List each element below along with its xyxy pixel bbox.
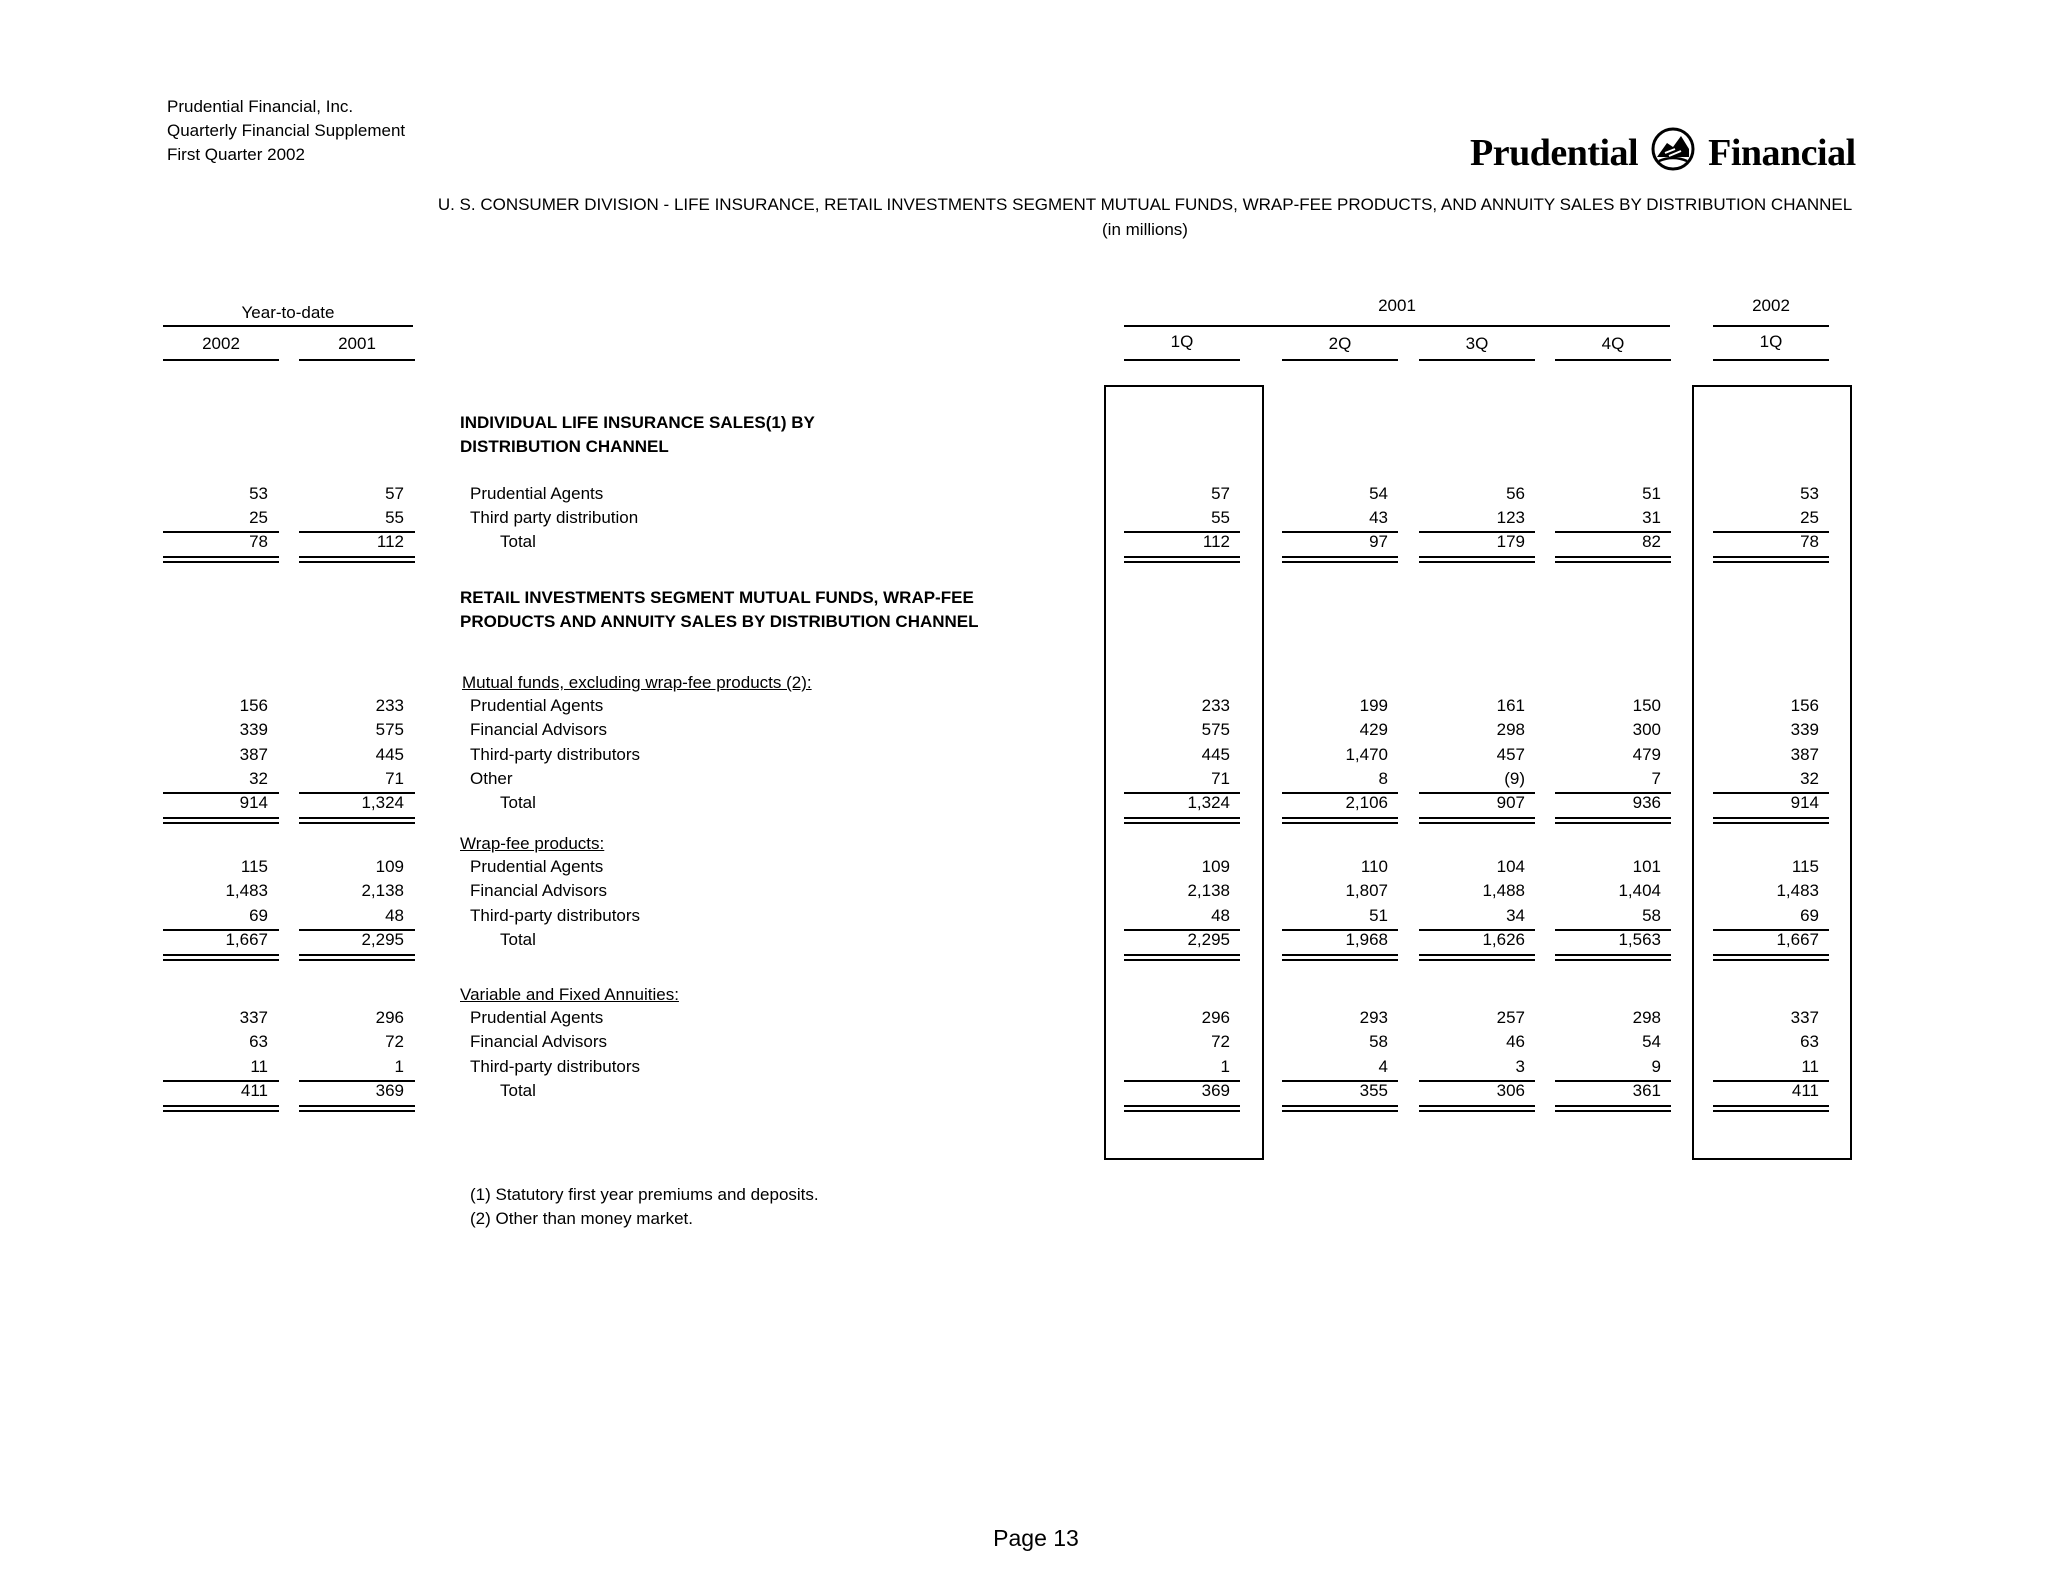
col-2q-2001: 2Q xyxy=(1328,334,1352,353)
subsection-annuities: Variable and Fixed Annuities: xyxy=(460,985,679,1004)
row-label: Third-party distributors xyxy=(470,906,641,925)
table-cell: 339 xyxy=(1790,720,1819,739)
table-cell: 2,138 xyxy=(1187,881,1230,900)
table-cell: 1,470 xyxy=(1345,745,1388,764)
total-double-rule xyxy=(163,556,279,563)
rock-of-gibraltar-icon xyxy=(1651,127,1695,181)
table-cell: 914 xyxy=(239,793,268,812)
table-cell: 300 xyxy=(1632,720,1661,739)
report-name: Quarterly Financial Supplement xyxy=(167,121,406,140)
table-cell: 369 xyxy=(375,1081,404,1100)
row-label: Third party distribution xyxy=(470,508,639,527)
row-label: Total xyxy=(500,532,536,551)
total-double-rule xyxy=(299,954,415,961)
report-period: First Quarter 2002 xyxy=(167,145,305,164)
table-cell: 115 xyxy=(1791,857,1819,876)
table-cell: 1,324 xyxy=(361,793,404,812)
total-double-rule xyxy=(1282,1105,1398,1112)
total-double-rule xyxy=(1282,954,1398,961)
row-label: Total xyxy=(500,793,536,812)
col-1q-2002: 1Q xyxy=(1759,332,1783,351)
year-2002-rule xyxy=(1713,325,1829,327)
table-cell: 1,483 xyxy=(1776,881,1819,900)
table-cell: 445 xyxy=(375,745,404,764)
table-cell: 479 xyxy=(1632,745,1661,764)
table-cell: 11 xyxy=(250,1057,268,1076)
table-cell: 56 xyxy=(1506,484,1525,503)
table-cell: 110 xyxy=(1360,857,1388,876)
row-label: Total xyxy=(500,930,536,949)
table-cell: 411 xyxy=(240,1081,268,1100)
table-cell: 78 xyxy=(249,532,268,551)
section-life-heading-2: DISTRIBUTION CHANNEL xyxy=(460,437,669,456)
table-cell: 429 xyxy=(1359,720,1388,739)
col-1q-2001: 1Q xyxy=(1170,332,1194,351)
table-cell: 199 xyxy=(1359,696,1388,715)
total-double-rule xyxy=(1713,954,1829,961)
table-cell: 63 xyxy=(249,1032,268,1051)
table-cell: 1,483 xyxy=(225,881,268,900)
table-cell: 55 xyxy=(1211,508,1230,527)
table-cell: 361 xyxy=(1632,1081,1661,1100)
table-cell: 411 xyxy=(1791,1081,1819,1100)
company-name: Prudential Financial, Inc. xyxy=(167,97,354,116)
table-cell: 53 xyxy=(249,484,268,503)
table-cell: 72 xyxy=(385,1032,404,1051)
col-rule xyxy=(1124,359,1240,361)
table-cell: 53 xyxy=(1800,484,1819,503)
total-double-rule xyxy=(299,556,415,563)
table-cell: 4 xyxy=(1378,1057,1388,1076)
table-cell: 1,488 xyxy=(1482,881,1525,900)
total-double-rule xyxy=(1555,1105,1671,1112)
table-cell: 914 xyxy=(1790,793,1819,812)
table-cell: 1,807 xyxy=(1345,881,1388,900)
col-rule xyxy=(1282,359,1398,361)
table-cell: 296 xyxy=(375,1008,404,1027)
table-cell: 25 xyxy=(1800,508,1819,527)
col-rule xyxy=(163,359,279,361)
ytd-header-rule xyxy=(163,325,413,327)
section-retail-heading-1: RETAIL INVESTMENTS SEGMENT MUTUAL FUNDS, WRAP-FEE xyxy=(460,588,974,607)
table-cell: 57 xyxy=(1211,484,1230,503)
total-double-rule xyxy=(163,1105,279,1112)
table-cell: 34 xyxy=(1506,906,1525,925)
table-cell: 298 xyxy=(1496,720,1525,739)
units-note: (in millions) xyxy=(1102,220,1188,239)
table-cell: 179 xyxy=(1496,532,1525,551)
col-4q-2001: 4Q xyxy=(1601,334,1625,353)
subsection-wrap-fee: Wrap-fee products: xyxy=(460,834,605,853)
table-cell: 109 xyxy=(375,857,404,876)
row-label: Prudential Agents xyxy=(470,1008,604,1027)
table-cell: 1,324 xyxy=(1187,793,1230,812)
table-cell: 257 xyxy=(1496,1008,1525,1027)
table-cell: 51 xyxy=(1642,484,1661,503)
page-number: Page 13 xyxy=(993,1525,1079,1551)
total-double-rule xyxy=(1713,556,1829,563)
table-cell: 32 xyxy=(249,769,268,788)
table-cell: 355 xyxy=(1359,1081,1388,1100)
table-cell: 907 xyxy=(1496,793,1525,812)
section-life-heading-1: INDIVIDUAL LIFE INSURANCE SALES(1) BY xyxy=(460,413,815,432)
table-cell: 2,295 xyxy=(1187,930,1230,949)
table-cell: 306 xyxy=(1496,1081,1525,1100)
total-double-rule xyxy=(163,954,279,961)
total-double-rule xyxy=(1282,817,1398,824)
table-cell: 293 xyxy=(1359,1008,1388,1027)
total-double-rule xyxy=(299,817,415,824)
table-cell: 97 xyxy=(1369,532,1388,551)
table-cell: 31 xyxy=(1642,508,1661,527)
table-cell: 2,138 xyxy=(361,881,404,900)
table-cell: 457 xyxy=(1496,745,1525,764)
year-2001-header: 2001 xyxy=(1378,296,1416,315)
total-double-rule xyxy=(1124,1105,1240,1112)
table-cell: 337 xyxy=(1790,1008,1819,1027)
logo-word-prudential: Prudential xyxy=(1470,132,1639,174)
table-cell: 575 xyxy=(1201,720,1230,739)
table-cell: 11 xyxy=(1801,1057,1819,1076)
table-cell: 3 xyxy=(1515,1057,1525,1076)
table-cell: 57 xyxy=(385,484,404,503)
table-cell: 58 xyxy=(1369,1032,1388,1051)
table-cell: 112 xyxy=(376,532,404,551)
table-cell: 71 xyxy=(385,769,404,788)
row-label: Total xyxy=(500,1081,536,1100)
table-cell: 78 xyxy=(1800,532,1819,551)
year-2001-rule xyxy=(1124,325,1670,327)
col-rule xyxy=(299,359,415,361)
table-cell: 445 xyxy=(1201,745,1230,764)
table-cell: 156 xyxy=(1790,696,1819,715)
table-cell: 1,667 xyxy=(225,930,268,949)
table-cell: 1,667 xyxy=(1776,930,1819,949)
row-label: Financial Advisors xyxy=(470,720,608,739)
col-3q-2001: 3Q xyxy=(1465,334,1489,353)
table-cell: 337 xyxy=(239,1008,268,1027)
table-cell: 104 xyxy=(1496,857,1525,876)
table-cell: 1,968 xyxy=(1345,930,1388,949)
row-label: Financial Advisors xyxy=(470,881,608,900)
table-cell: 1,404 xyxy=(1618,881,1661,900)
table-cell: 69 xyxy=(1800,906,1819,925)
total-double-rule xyxy=(163,817,279,824)
table-cell: 101 xyxy=(1632,857,1661,876)
total-double-rule xyxy=(1124,954,1240,961)
table-cell: 387 xyxy=(1790,745,1819,764)
table-cell: 25 xyxy=(249,508,268,527)
total-double-rule xyxy=(1419,1105,1535,1112)
table-cell: 71 xyxy=(1211,769,1230,788)
total-double-rule xyxy=(1282,556,1398,563)
table-cell: 32 xyxy=(1800,769,1819,788)
table-cell: 48 xyxy=(1211,906,1230,925)
table-cell: 48 xyxy=(385,906,404,925)
col-ytd-2002: 2002 xyxy=(202,334,240,353)
total-double-rule xyxy=(1419,817,1535,824)
table-cell: 1 xyxy=(394,1057,404,1076)
table-cell: 55 xyxy=(385,508,404,527)
table-cell: 63 xyxy=(1800,1032,1819,1051)
subsection-mutual-funds: Mutual funds, excluding wrap-fee products (2): xyxy=(462,673,812,692)
row-label: Third-party distributors xyxy=(470,1057,641,1076)
total-double-rule xyxy=(299,1105,415,1112)
table-cell: 575 xyxy=(375,720,404,739)
table-cell: 123 xyxy=(1496,508,1525,527)
table-cell: 46 xyxy=(1506,1032,1525,1051)
row-label: Prudential Agents xyxy=(470,696,604,715)
table-cell: 51 xyxy=(1369,906,1388,925)
row-label: Third-party distributors xyxy=(470,745,641,764)
prudential-financial-logo xyxy=(1470,127,1856,181)
total-double-rule xyxy=(1419,556,1535,563)
table-cell: 1 xyxy=(1220,1057,1230,1076)
table-cell: 82 xyxy=(1642,532,1661,551)
table-cell: 233 xyxy=(375,696,404,715)
report-title: U. S. CONSUMER DIVISION - LIFE INSURANCE, RETAIL INVESTMENTS SEGMENT MUTUAL FUNDS, WRAP-FEE PRODUCTS, AND ANNUITY SALES BY DISTRIBUTION CHANNEL xyxy=(437,195,1853,214)
table-cell: 161 xyxy=(1496,696,1525,715)
table-cell: 936 xyxy=(1632,793,1661,812)
table-cell: 58 xyxy=(1642,906,1661,925)
table-cell: 296 xyxy=(1201,1008,1230,1027)
total-double-rule xyxy=(1713,1105,1829,1112)
table-cell: 339 xyxy=(239,720,268,739)
table-cell: (9) xyxy=(1504,769,1525,788)
table-cell: 9 xyxy=(1651,1057,1661,1076)
row-label: Prudential Agents xyxy=(470,857,604,876)
footnote-2: (2) Other than money market. xyxy=(470,1209,693,1228)
footnote-1: (1) Statutory first year premiums and deposits. xyxy=(470,1185,819,1204)
table-cell: 2,295 xyxy=(361,930,404,949)
table-cell: 2,106 xyxy=(1345,793,1388,812)
total-double-rule xyxy=(1419,954,1535,961)
row-label: Financial Advisors xyxy=(470,1032,608,1051)
table-cell: 369 xyxy=(1201,1081,1230,1100)
total-double-rule xyxy=(1124,556,1240,563)
table-cell: 72 xyxy=(1211,1032,1230,1051)
ytd-header: Year-to-date xyxy=(241,303,335,322)
table-cell: 1,563 xyxy=(1618,930,1661,949)
col-rule xyxy=(1419,359,1535,361)
col-rule xyxy=(1555,359,1671,361)
col-ytd-2001: 2001 xyxy=(338,334,376,353)
table-cell: 43 xyxy=(1369,508,1388,527)
total-double-rule xyxy=(1555,556,1671,563)
total-double-rule xyxy=(1713,817,1829,824)
table-cell: 8 xyxy=(1378,769,1388,788)
table-cell: 387 xyxy=(239,745,268,764)
row-label: Prudential Agents xyxy=(470,484,604,503)
table-cell: 7 xyxy=(1651,769,1661,788)
table-cell: 1,626 xyxy=(1482,930,1525,949)
row-label: Other xyxy=(470,769,513,788)
logo-word-financial: Financial xyxy=(1708,132,1856,174)
total-double-rule xyxy=(1124,817,1240,824)
table-cell: 54 xyxy=(1369,484,1388,503)
total-double-rule xyxy=(1555,954,1671,961)
table-cell: 69 xyxy=(249,906,268,925)
table-cell: 150 xyxy=(1632,696,1661,715)
table-cell: 54 xyxy=(1642,1032,1661,1051)
table-cell: 112 xyxy=(1202,532,1230,551)
col-rule xyxy=(1713,359,1829,361)
table-cell: 233 xyxy=(1201,696,1230,715)
table-cell: 298 xyxy=(1632,1008,1661,1027)
total-double-rule xyxy=(1555,817,1671,824)
table-cell: 115 xyxy=(240,857,268,876)
table-cell: 109 xyxy=(1201,857,1230,876)
year-2002-header: 2002 xyxy=(1752,296,1790,315)
section-retail-heading-2: PRODUCTS AND ANNUITY SALES BY DISTRIBUTION CHANNEL xyxy=(460,612,979,631)
table-cell: 156 xyxy=(239,696,268,715)
